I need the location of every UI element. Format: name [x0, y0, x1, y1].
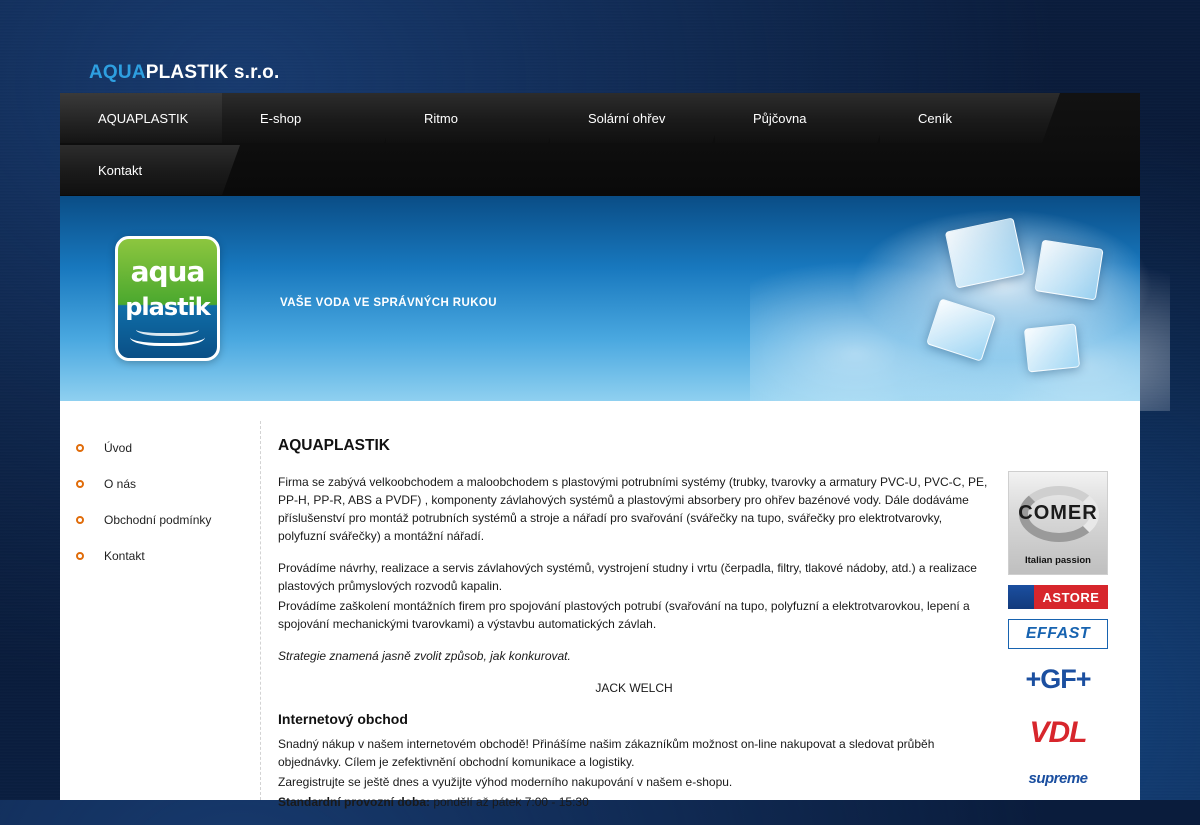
nav-label: Solární ohřev: [588, 110, 666, 126]
nav-label: Půjčovna: [753, 110, 807, 126]
partner-logo-label: COMER: [1018, 502, 1098, 524]
main-article: [278, 401, 1048, 825]
bullet-icon: [76, 480, 84, 488]
ice-cube: [1034, 239, 1103, 300]
hero-slogan: VAŠE VODA VE SPRÁVNÝCH RUKOU: [280, 297, 497, 309]
nav-item-aquaplastik[interactable]: [60, 93, 240, 143]
sidebar-menu: [60, 401, 260, 800]
partner-logo-vdl[interactable]: [1008, 709, 1108, 757]
partner-logo-effast[interactable]: [1008, 619, 1108, 649]
partner-logo-label: supreme: [1028, 769, 1088, 787]
sidebar-item-uvod[interactable]: [60, 439, 260, 457]
training-paragraph: Provádíme zaškolení montážních firem pro spojování plastových potrubí (svařování na tupo, polyfuzní a elektrotvarovkou, lepení a spojování mechanickými tvarovkami) a výstavbu automatických závlah.: [278, 599, 970, 631]
quote-author: JACK WELCH: [595, 681, 673, 695]
sidebar-item-obchodni-podminky[interactable]: [60, 511, 260, 529]
section-title-eshop: Internetový obchod: [278, 711, 408, 727]
bullet-icon: [76, 444, 84, 452]
nav-item-kontakt[interactable]: [60, 145, 240, 195]
sidebar-item-label: O nás: [104, 477, 137, 491]
eshop-register-line: Zaregistrujte se ještě dnes a využijte výhod moderního nakupování v našem e-shopu.: [278, 775, 733, 789]
partner-logo-label: +GF+: [1025, 663, 1091, 694]
sidebar-item-label: Kontakt: [104, 549, 145, 563]
hero-banner: [60, 196, 1140, 401]
brand-part-aqua: AQUA: [89, 62, 146, 83]
nav-item-ritmo[interactable]: [386, 93, 566, 143]
company-logo[interactable]: [115, 236, 220, 361]
site-brand: [89, 62, 279, 84]
bullet-icon: [76, 552, 84, 560]
nav-label: Ceník: [918, 110, 952, 126]
partner-logo-label: VDL: [1029, 716, 1087, 749]
page-title: AQUAPLASTIK: [278, 437, 390, 454]
astore-flag-icon: [1008, 585, 1034, 609]
nav-label: AQUAPLASTIK: [98, 110, 189, 126]
nav-label: Kontakt: [98, 162, 143, 178]
nav-label: Ritmo: [424, 110, 458, 126]
opening-hours-value: pondělí až pátek 7:00 - 15:30: [430, 795, 589, 809]
services-paragraph: Provádíme návrhy, realizace a servis závlahových systémů, vystrojení studny i vrtu (čerpadla, filtry, tlakové nádoby, atd.) a realizace plastových průmyslových rozvodů kapalin.: [278, 561, 977, 593]
intro-paragraph: Firma se zabývá velkoobchodem a maloobchodem s plastovými potrubními systémy (trubky, tvarovky a armatury PVC-U, PVC-C, PE, PP-H, PP-R, ABS a PVDF) , komponenty závlahových systémů a plastovými absorbery pro ohřev bazénové vody. Dále dodáváme příslušenství pro montáž potrubních systémů a stroje a nářadí pro svařování (svářečky na tupo, svářečky pro elektrotvarovky, polyfuzní svářečky) a montážní nářadí.: [278, 475, 988, 543]
quote-text: Strategie znamená jasně zvolit způsob, jak konkurovat.: [278, 649, 571, 663]
eshop-paragraph: Snadný nákup v našem internetovém obchodě! Přinášíme našim zákazníkům možnost on-line nakupovat a sledovat průběh objednávky. Cílem je zefektivnění obchodní komunikace a logistiky.: [278, 737, 935, 769]
partner-logo-tagline: Italian passion: [1025, 555, 1091, 566]
opening-hours-label: Standardní provozní doba:: [278, 795, 430, 809]
nav-item-solarni-ohrev[interactable]: [550, 93, 730, 143]
nav-item-pujcovna[interactable]: [715, 93, 895, 143]
brand-part-plastik: PLASTIK s.r.o.: [145, 62, 280, 83]
water-splash-image: [750, 181, 1170, 411]
partner-logo-comer[interactable]: [1008, 471, 1108, 575]
partner-logo-column: [1008, 471, 1108, 799]
sidebar-item-label: Obchodní podmínky: [104, 513, 212, 527]
bullet-icon: [76, 516, 84, 524]
partner-logo-gf[interactable]: [1008, 659, 1108, 699]
content-area: [60, 401, 1140, 809]
nav-row-primary: [60, 93, 1140, 143]
nav-item-eshop[interactable]: [222, 93, 402, 143]
partner-logo-supreme[interactable]: [1008, 767, 1108, 789]
sidebar-item-kontakt[interactable]: [60, 547, 260, 565]
opening-hours: [278, 793, 990, 811]
ice-cube: [1024, 323, 1080, 372]
logo-wave-icon: [130, 324, 205, 346]
page-container: [60, 0, 1140, 809]
nav-item-cenik[interactable]: [880, 93, 1060, 143]
sidebar-item-label: Úvod: [104, 441, 133, 455]
logo-text-aqua: aqua: [130, 255, 205, 288]
nav-label: E-shop: [260, 110, 302, 126]
partner-logo-label: ASTORE: [1034, 585, 1108, 609]
sidebar-item-o-nas[interactable]: [60, 475, 260, 493]
partner-logo-astore[interactable]: [1008, 585, 1108, 609]
logo-text-plastik: plastik: [125, 293, 210, 321]
partner-logo-label: EFFAST: [1025, 625, 1091, 642]
sidebar-divider: [260, 421, 261, 800]
